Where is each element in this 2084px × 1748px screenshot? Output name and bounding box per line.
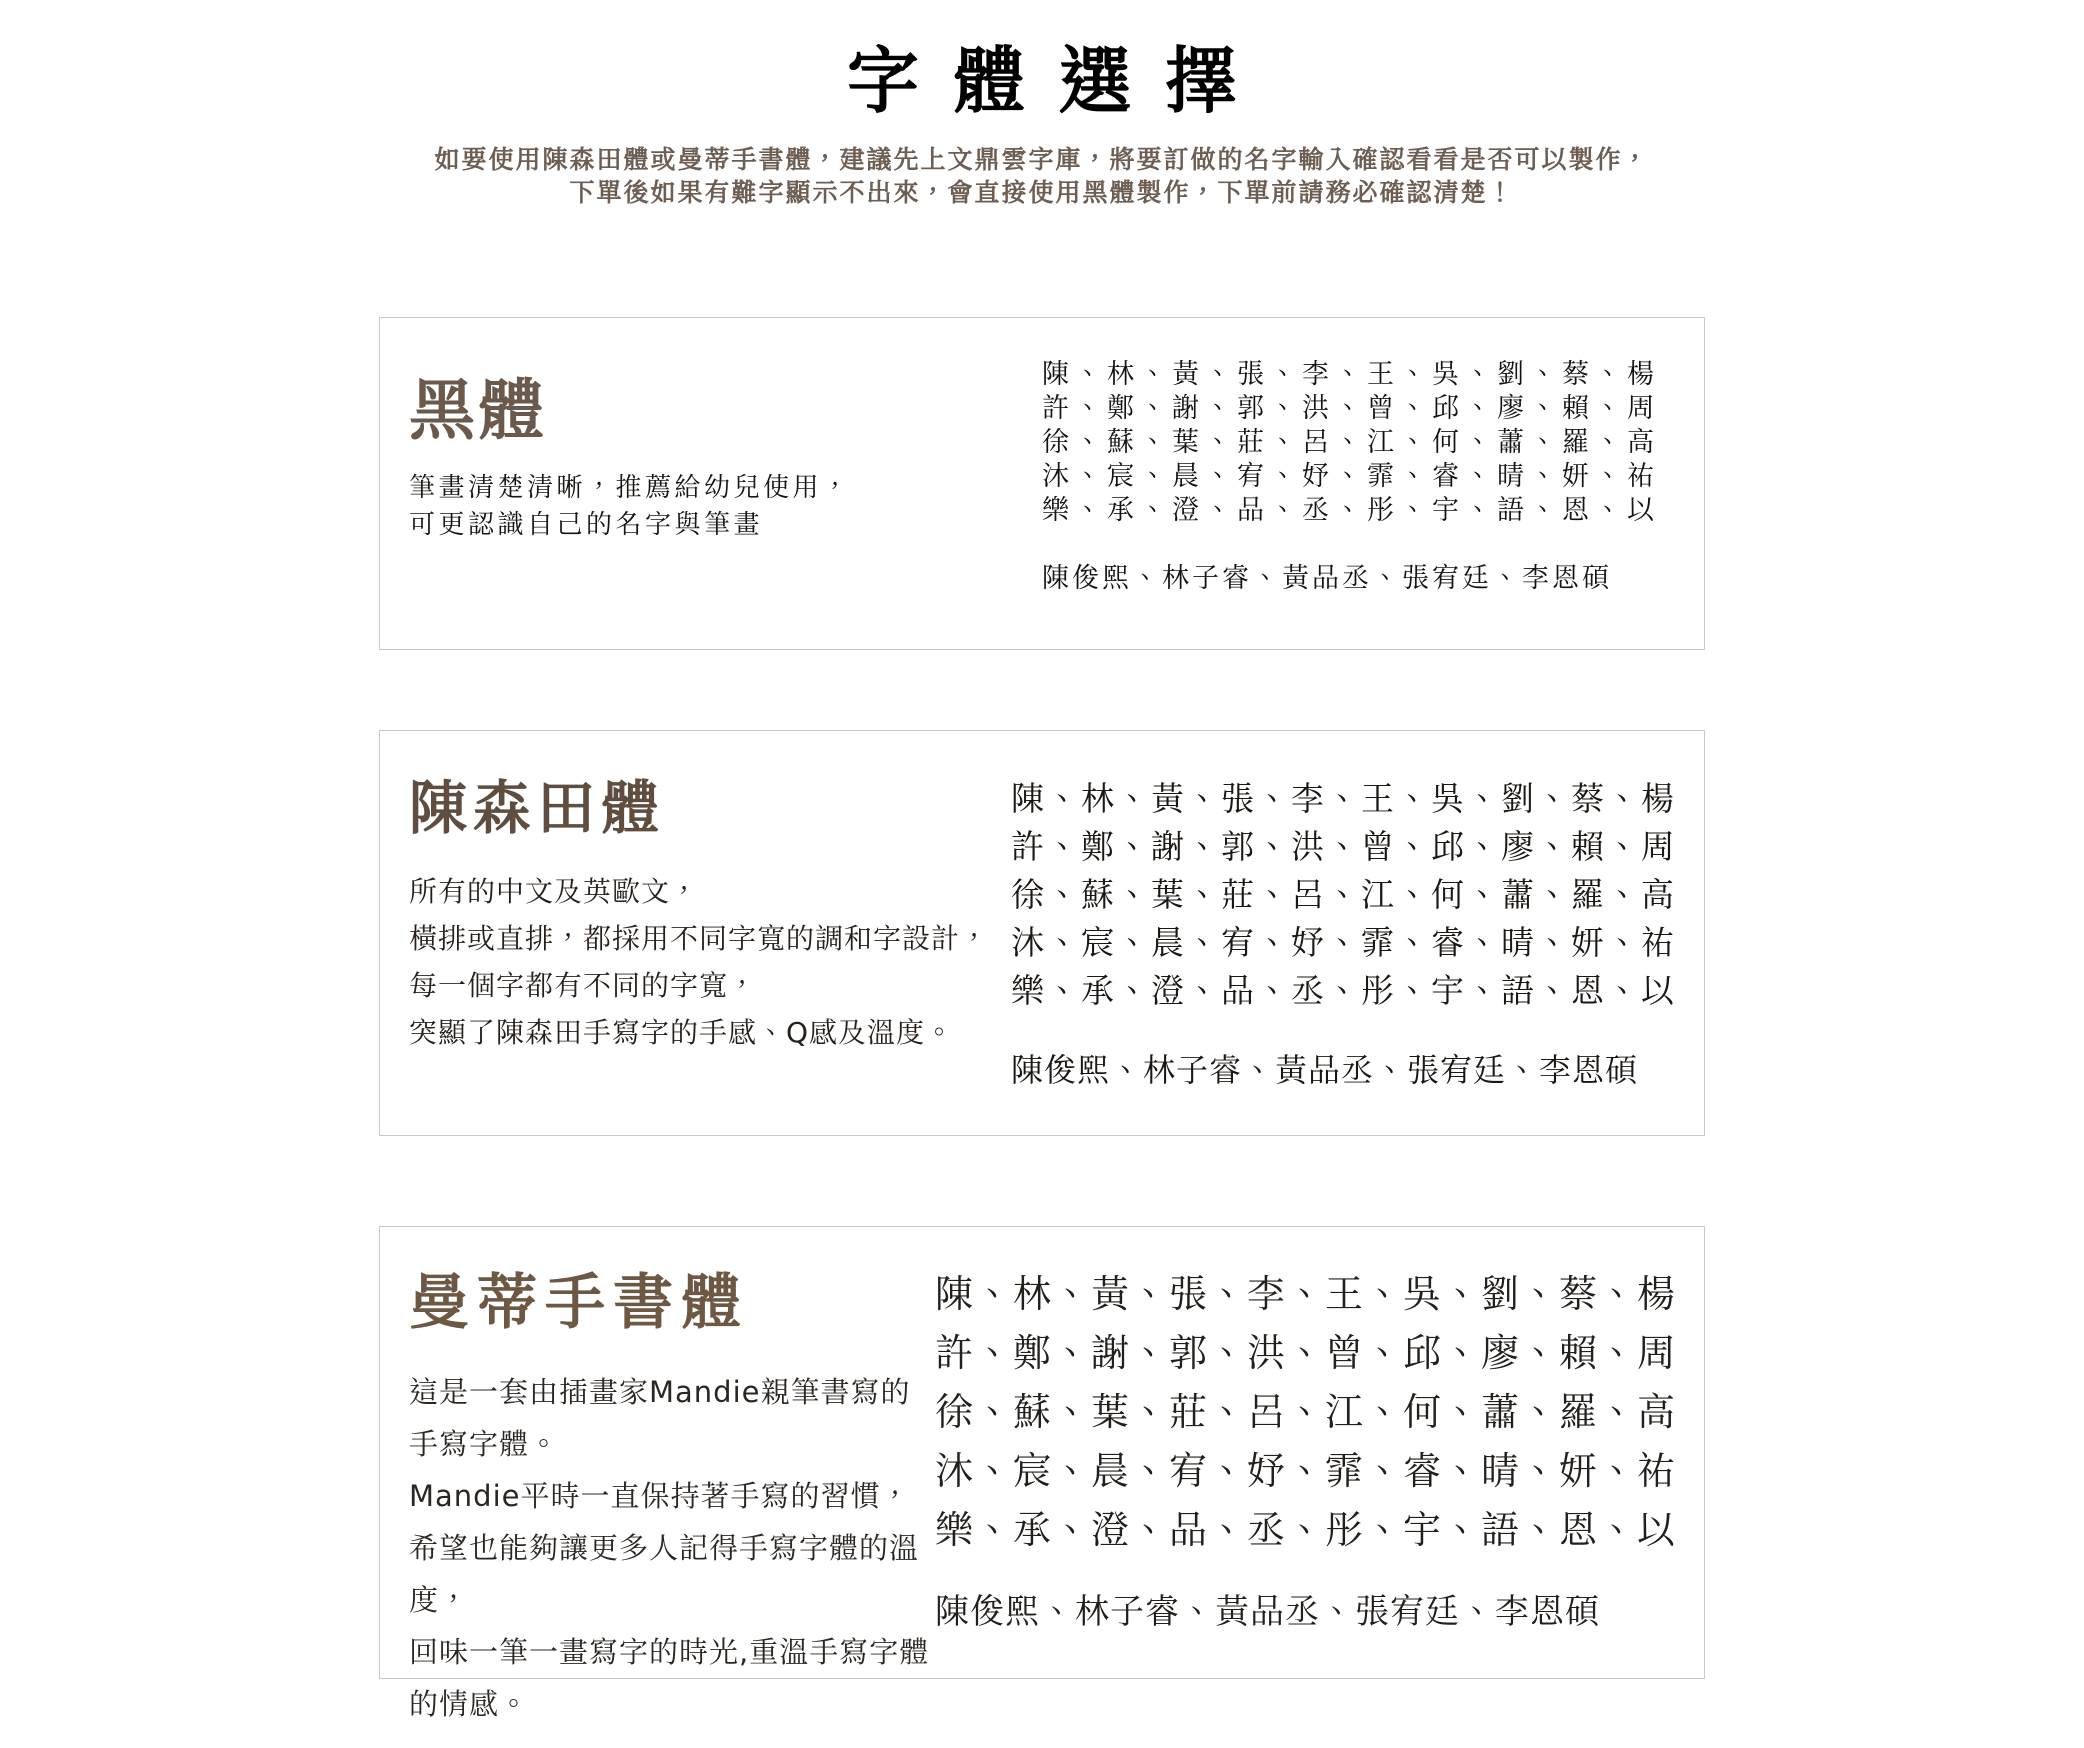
font-name-mandie: 曼蒂手書體: [409, 1268, 749, 1339]
desc-line: 橫排或直排，都採用不同字寬的調和字設計，: [409, 921, 990, 955]
font-name-heiti: 黑體: [409, 372, 547, 450]
page-title: 字體選擇: [846, 39, 1271, 123]
font-card-mandie-info: [380, 1227, 935, 1730]
surname-row: 陳、林、黃、張、李、王、吳、劉、蔡、楊: [1011, 779, 1676, 819]
surname-row: 徐、蘇、葉、莊、呂、江、何、蕭、羅、高: [934, 1390, 1676, 1435]
surname-row: 許、鄭、謝、郭、洪、曾、邱、廖、賴、周: [1011, 827, 1676, 867]
font-description-heiti: [409, 470, 1042, 544]
surname-row: 沐、宸、晨、宥、妤、霏、睿、晴、妍、祐: [1011, 923, 1676, 963]
surname-row: 樂、承、澄、品、丞、彤、宇、語、恩、以: [1042, 495, 1660, 527]
font-description-mandie: [409, 1366, 935, 1730]
surname-row: 陳、林、黃、張、李、王、吳、劉、蔡、楊: [934, 1272, 1676, 1317]
desc-line: 回味一筆一畫寫字的時光,重溫手寫字體的情感。: [409, 1635, 930, 1722]
font-card-chensentian-samples: [1011, 731, 1704, 1091]
font-card-mandie-samples: [935, 1227, 1704, 1633]
surname-row: 徐、蘇、葉、莊、呂、江、何、蕭、羅、高: [1042, 427, 1660, 459]
surname-grid-chensentian: [1011, 775, 1676, 1015]
desc-line: 可更認識自己的名字與筆畫: [409, 510, 764, 541]
surname-grid-mandie: [935, 1265, 1676, 1560]
surname-row: 許、鄭、謝、郭、洪、曾、邱、廖、賴、周: [934, 1331, 1676, 1376]
desc-line: Mandie平時一直保持著手寫的習慣，: [409, 1479, 911, 1514]
font-description-chensentian: [409, 868, 1011, 1056]
surname-row: 樂、承、澄、品、丞、彤、宇、語、恩、以: [1011, 971, 1676, 1011]
subtitle-line-2: 下單後如果有難字顯示不出來，會直接使用黑體製作，下單前請務必確認清楚！: [569, 178, 1515, 208]
page-subtitle: [0, 143, 2084, 209]
desc-line: 所有的中文及英歐文，: [409, 874, 700, 908]
surname-row: 徐、蘇、葉、莊、呂、江、何、蕭、羅、高: [1011, 875, 1676, 915]
font-card-heiti: [379, 317, 1705, 650]
example-names-chensentian: 陳俊熙、林子睿、黃品丞、張宥廷、李恩碩: [1011, 1051, 1639, 1090]
subtitle-line-1: 如要使用陳森田體或曼蒂手書體，建議先上文鼎雲字庫，將要訂做的名字輸入確認看看是否可以製作，: [434, 145, 1650, 175]
font-card-chensentian: [379, 730, 1705, 1136]
surname-row: 許、鄭、謝、郭、洪、曾、邱、廖、賴、周: [1042, 393, 1660, 425]
desc-line: 這是一套由插畫家Mandie親筆書寫的手寫字體。: [409, 1375, 911, 1462]
surname-row: 樂、承、澄、品、丞、彤、宇、語、恩、以: [934, 1508, 1676, 1553]
desc-line: 筆畫清楚清晰，推薦給幼兒使用，: [409, 473, 852, 504]
example-names-heiti: 陳俊熙、林子睿、黃品丞、張宥廷、李恩碩: [1042, 563, 1612, 595]
font-name-chensentian: 陳森田體: [409, 774, 666, 843]
desc-line: 突顯了陳森田手寫字的手感、Q感及溫度。: [409, 1015, 955, 1049]
surname-row: 沐、宸、晨、宥、妤、霏、睿、晴、妍、祐: [934, 1449, 1676, 1494]
surname-grid-heiti: [1042, 358, 1676, 528]
example-names-mandie: 陳俊熙、林子睿、黃品丞、張宥廷、李恩碩: [934, 1592, 1600, 1633]
surname-row: 沐、宸、晨、宥、妤、霏、睿、晴、妍、祐: [1042, 461, 1660, 493]
surname-row: 陳、林、黃、張、李、王、吳、劉、蔡、楊: [1042, 359, 1660, 391]
desc-line: 希望也能夠讓更多人記得手寫字體的溫度，: [409, 1531, 920, 1618]
font-card-heiti-samples: [1042, 318, 1704, 595]
font-card-mandie: [379, 1226, 1705, 1722]
font-card-heiti-info: [380, 318, 1042, 544]
font-card-chensentian-info: [380, 731, 1011, 1056]
desc-line: 每一個字都有不同的字寬，: [409, 968, 758, 1002]
